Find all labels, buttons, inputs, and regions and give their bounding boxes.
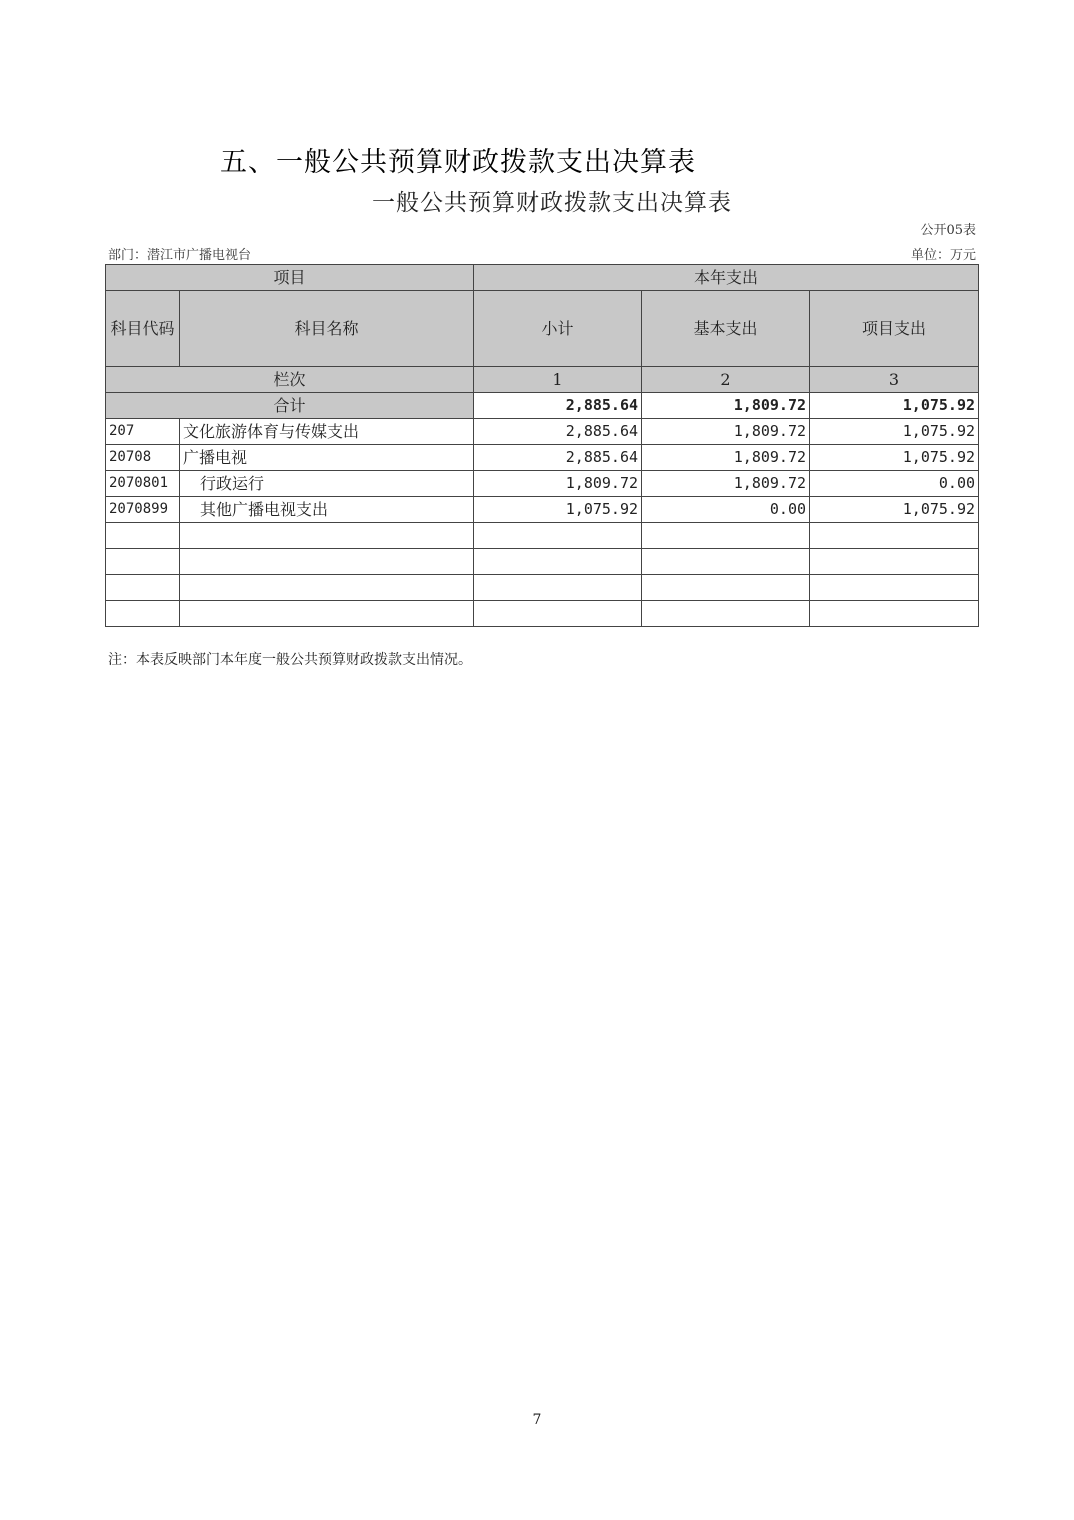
empty-cell	[642, 523, 810, 549]
row-basic: 1,809.72	[642, 471, 810, 497]
empty-cell	[474, 601, 642, 627]
unit-label: 单位：万元	[910, 248, 976, 263]
total-project: 1,075.92	[810, 393, 979, 419]
empty-cell	[642, 549, 810, 575]
empty-row	[106, 549, 979, 575]
row-subtotal: 2,885.64	[474, 445, 642, 471]
row-subtotal: 2,885.64	[474, 419, 642, 445]
empty-cell	[180, 549, 474, 575]
table-row	[106, 445, 979, 471]
empty-cell	[642, 601, 810, 627]
empty-cell	[180, 601, 474, 627]
empty-cell	[180, 575, 474, 601]
header-subtotal: 小计	[474, 291, 642, 367]
empty-cell	[106, 549, 180, 575]
header-code: 科目代码	[106, 291, 180, 367]
total-label: 合计	[106, 393, 474, 419]
empty-cell	[106, 575, 180, 601]
row-code: 2070801	[106, 471, 180, 497]
table-subtitle: 一般公共预算财政拨款支出决算表	[372, 190, 732, 216]
department-label: 部门：潜江市广播电视台	[108, 248, 252, 263]
empty-cell	[810, 601, 979, 627]
row-name: 广播电视	[180, 445, 474, 471]
header-row-group	[106, 265, 979, 291]
table-row	[106, 497, 979, 523]
empty-row	[106, 523, 979, 549]
column-index-1: 1	[474, 367, 642, 393]
row-name: 其他广播电视支出	[180, 497, 474, 523]
row-code: 207	[106, 419, 180, 445]
header-item-group: 项目	[106, 265, 474, 291]
row-project: 1,075.92	[810, 445, 979, 471]
empty-cell	[474, 549, 642, 575]
empty-cell	[474, 523, 642, 549]
row-name: 行政运行	[180, 471, 474, 497]
header-row-columns	[106, 291, 979, 367]
page-title: 五、一般公共预算财政拨款支出决算表	[220, 147, 696, 178]
total-subtotal: 2,885.64	[474, 393, 642, 419]
header-expense-group: 本年支出	[474, 265, 979, 291]
table-row	[106, 471, 979, 497]
empty-cell	[474, 575, 642, 601]
row-project: 1,075.92	[810, 419, 979, 445]
form-number: 公开05表	[920, 223, 976, 238]
column-index-label: 栏次	[106, 367, 474, 393]
empty-cell	[642, 575, 810, 601]
header-basic: 基本支出	[642, 291, 810, 367]
row-basic: 1,809.72	[642, 419, 810, 445]
column-index-2: 2	[642, 367, 810, 393]
page-number: 7	[532, 1412, 542, 1428]
table-note: 注：本表反映部门本年度一般公共预算财政拨款支出情况。	[108, 652, 472, 668]
row-code: 20708	[106, 445, 180, 471]
budget-expenditure-table	[105, 264, 979, 627]
column-index-3: 3	[810, 367, 979, 393]
total-row	[106, 393, 979, 419]
column-index-row	[106, 367, 979, 393]
row-project: 1,075.92	[810, 497, 979, 523]
empty-cell	[106, 601, 180, 627]
header-project: 项目支出	[810, 291, 979, 367]
row-basic: 1,809.72	[642, 445, 810, 471]
table-row	[106, 419, 979, 445]
header-name: 科目名称	[180, 291, 474, 367]
row-code: 2070899	[106, 497, 180, 523]
row-name: 文化旅游体育与传媒支出	[180, 419, 474, 445]
row-subtotal: 1,809.72	[474, 471, 642, 497]
empty-row	[106, 575, 979, 601]
empty-cell	[810, 523, 979, 549]
empty-cell	[106, 523, 180, 549]
empty-cell	[180, 523, 474, 549]
empty-cell	[810, 575, 979, 601]
row-basic: 0.00	[642, 497, 810, 523]
row-project: 0.00	[810, 471, 979, 497]
empty-cell	[810, 549, 979, 575]
empty-row	[106, 601, 979, 627]
total-basic: 1,809.72	[642, 393, 810, 419]
row-subtotal: 1,075.92	[474, 497, 642, 523]
